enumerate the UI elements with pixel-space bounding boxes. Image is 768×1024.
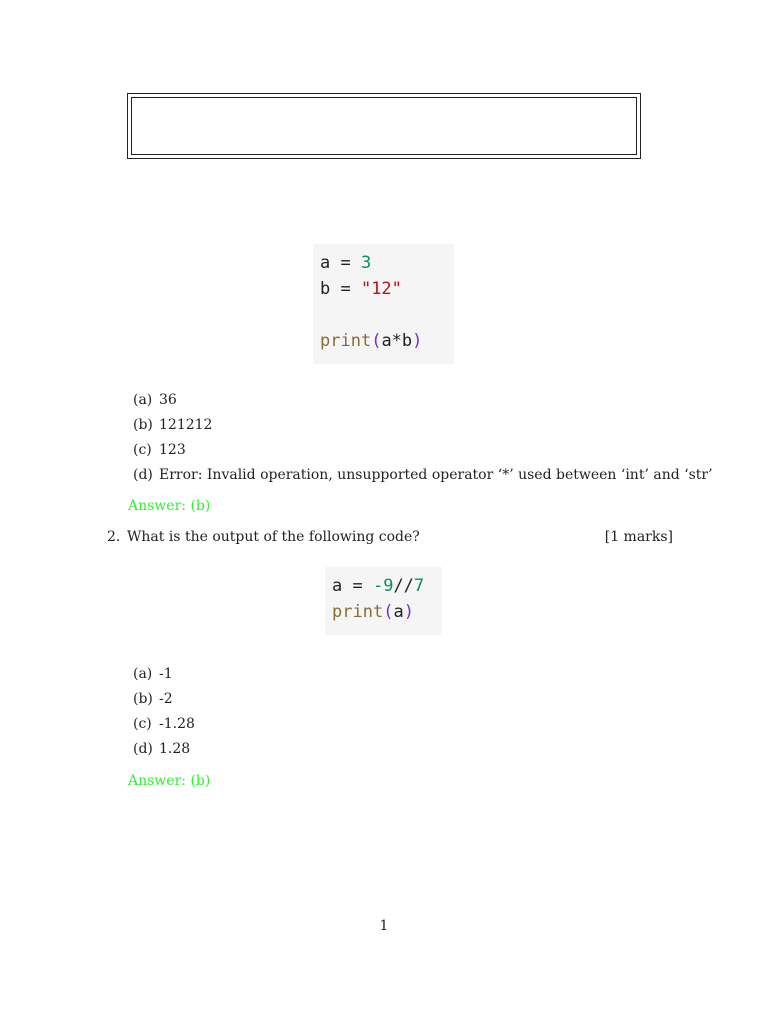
header-box <box>127 93 641 159</box>
q2-header <box>107 529 673 545</box>
code-line: print(a) <box>332 602 414 622</box>
code-line: print(a*b) <box>320 331 423 351</box>
option-item: (c) 123 <box>133 442 186 458</box>
header-box-inner <box>131 97 637 155</box>
question-number: 2. <box>107 529 121 545</box>
q2-options <box>133 666 195 766</box>
question-text-row <box>107 529 420 545</box>
option-item: (b) -2 <box>133 691 173 707</box>
q1-options <box>133 392 713 492</box>
code-line-blank <box>320 302 446 328</box>
option-item: (d) Error: Invalid operation, unsupported operator ‘*’ used between ‘int’ and ‘str’ <box>133 467 713 483</box>
code-line: a = 3 <box>320 253 372 273</box>
q1-code-block <box>313 244 454 364</box>
option-item: (a) -1 <box>133 666 173 682</box>
option-item: (a) 36 <box>133 392 177 408</box>
question-marks: [1 marks] <box>604 529 673 545</box>
code-line: b = "12" <box>320 279 402 299</box>
q2-answer: Answer: (b) <box>128 773 211 789</box>
q2-code-block <box>325 567 442 635</box>
q1-answer: Answer: (b) <box>128 498 211 514</box>
code-line: a = -9//7 <box>332 576 425 596</box>
page-number: 1 <box>379 918 389 934</box>
option-item: (d) 1.28 <box>133 741 191 757</box>
option-item: (c) -1.28 <box>133 716 195 732</box>
option-item: (b) 121212 <box>133 417 213 433</box>
question-text: What is the output of the following code? <box>127 529 420 545</box>
